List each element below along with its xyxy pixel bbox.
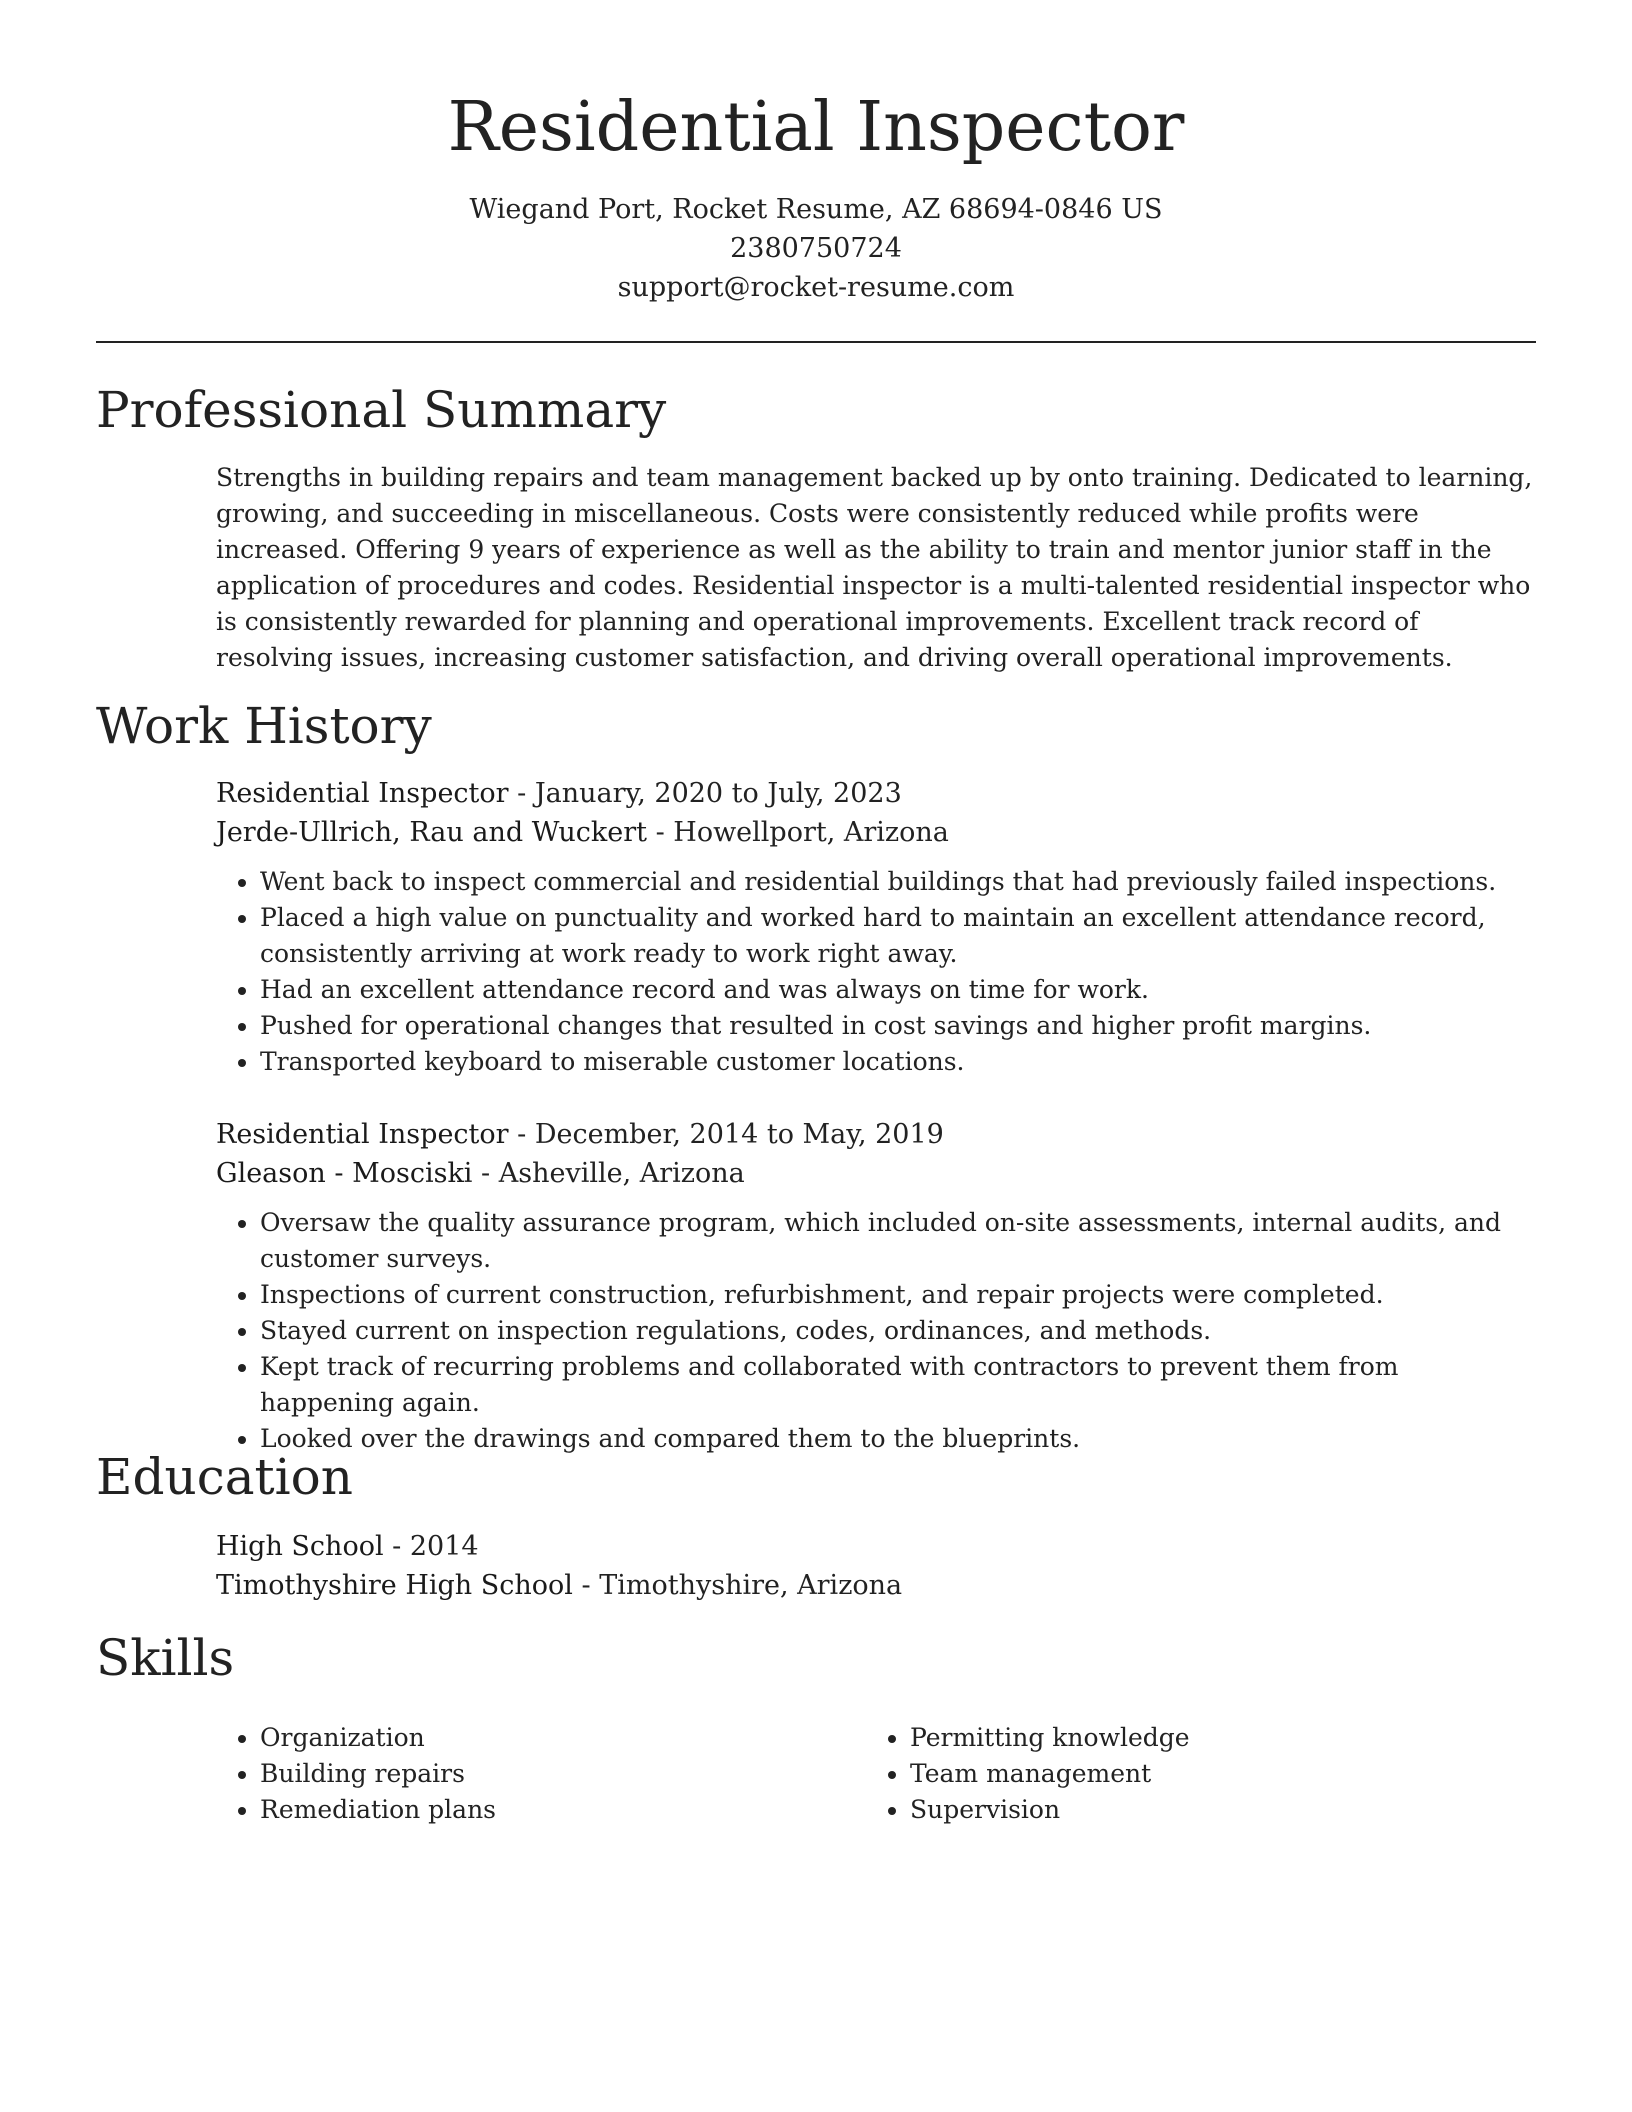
job-company-line (216, 1154, 1536, 1193)
job-title: Residential Inspector (216, 778, 509, 809)
summary-heading: Professional Summary (96, 381, 667, 439)
job-bullet: • Oversaw the quality assurance program, which included on-site assessments, internal audits, and customer surveys. (260, 1205, 1536, 1277)
work-history-heading: Work History (96, 697, 432, 755)
education-school-line (216, 1566, 1536, 1605)
resume-header (96, 80, 1536, 307)
education-degree-line (216, 1527, 1536, 1566)
job-location: - Howellport, Arizona (646, 817, 949, 848)
skills-heading: Skills (96, 1629, 235, 1687)
job-dates: - December, 2014 to May, 2019 (508, 1119, 944, 1150)
skill-item: • Permitting knowledge (910, 1720, 1516, 1756)
education-year: - 2014 (383, 1531, 479, 1562)
skills-grid (216, 1720, 1536, 1828)
job-dates: - January, 2020 to July, 2023 (508, 778, 902, 809)
job-bullet: • Pushed for operational changes that resulted in cost savings and higher profit margins. (260, 1008, 1536, 1044)
skill-item: • Supervision (910, 1792, 1516, 1828)
job-bullets (216, 864, 1536, 1080)
job-bullet: • Went back to inspect commercial and residential buildings that had previously failed inspections. (260, 864, 1536, 900)
education-location: - Timothyshire, Arizona (572, 1570, 903, 1601)
job-entry (216, 1115, 1536, 1457)
contact-email: support@rocket-resume.com (617, 272, 1015, 303)
job-bullet: • Looked over the drawings and compared them to the blueprints. (260, 1421, 1536, 1457)
education-degree: High School (216, 1531, 384, 1562)
job-company: Jerde-Ullrich, Rau and Wuckert (216, 817, 647, 848)
contact-phone: 2380750724 (730, 233, 902, 264)
job-bullet: • Transported keyboard to miserable customer locations. (260, 1044, 1536, 1080)
job-location: - Asheville, Arizona (472, 1158, 745, 1189)
education-school: Timothyshire High School (216, 1570, 573, 1601)
job-title-line (216, 774, 1536, 813)
job-entry (216, 774, 1536, 1080)
education-entry (216, 1527, 1536, 1605)
job-bullets (216, 1205, 1536, 1457)
header-divider (96, 341, 1536, 343)
job-title-line (216, 1115, 1536, 1154)
education-heading: Education (96, 1448, 353, 1506)
skill-item: • Building repairs (260, 1756, 866, 1792)
job-bullet: • Stayed current on inspection regulations, codes, ordinances, and methods. (260, 1313, 1536, 1349)
job-bullet: • Placed a high value on punctuality and worked hard to maintain an excellent attendance record, consistently arriving at work ready to work right away. (260, 900, 1536, 972)
skill-item: • Team management (910, 1756, 1516, 1792)
skill-item: • Organization (260, 1720, 866, 1756)
skill-item: • Remediation plans (260, 1792, 866, 1828)
skills-column-left (216, 1720, 866, 1828)
summary-text: Strengths in building repairs and team management backed up by onto training. Dedicated to learning, growing, and succeeding in miscellaneous. Costs were consistently reduced while profits were increased. Offering 9 years of experience as well as the ability to train and mentor junior staff in the application of procedures and codes. Residential inspector is a multi-talented residential inspector who is consistently rewarded for planning and operational improvements. Excellent track record of resolving issues, increasing customer satisfaction, and driving overall operational improvements. (216, 463, 1533, 672)
candidate-name: Residential Inspector (447, 88, 1185, 167)
job-bullet: • Inspections of current construction, refurbishment, and repair projects were completed. (260, 1277, 1536, 1313)
job-company-line (216, 813, 1536, 852)
job-company: Gleason - Mosciski (216, 1158, 473, 1189)
job-bullet: • Had an excellent attendance record and was always on time for work. (260, 972, 1536, 1008)
skills-column-right (866, 1720, 1516, 1828)
contact-address: Wiegand Port, Rocket Resume, AZ 68694-0846 US (469, 194, 1163, 225)
job-bullet: • Kept track of recurring problems and collaborated with contractors to prevent them from happening again. (260, 1349, 1536, 1421)
job-title: Residential Inspector (216, 1119, 509, 1150)
